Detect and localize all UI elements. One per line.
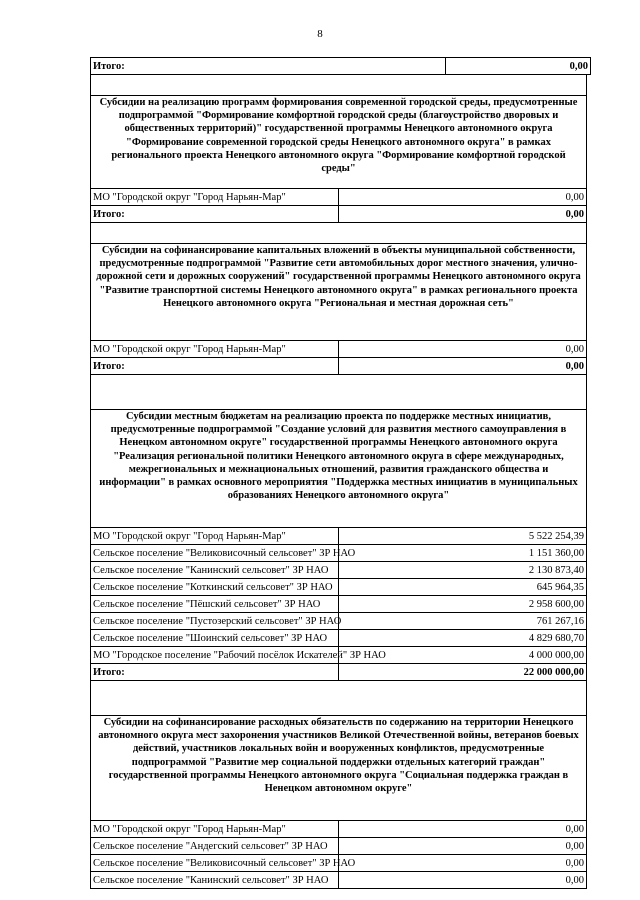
total-value: 0,00 bbox=[446, 58, 591, 75]
subsidy-amount: 4 000 000,00 bbox=[339, 647, 587, 664]
table-row bbox=[91, 630, 587, 647]
section-table bbox=[90, 715, 587, 889]
municipality-name: Сельское поселение "Коткинский сельсовет" ЗР НАО bbox=[91, 579, 339, 596]
section-table bbox=[90, 243, 587, 375]
total-label: Итого: bbox=[91, 664, 339, 681]
page-number: 8 bbox=[317, 28, 323, 40]
table-row bbox=[91, 872, 587, 889]
table-row bbox=[91, 579, 587, 596]
total-row bbox=[91, 206, 587, 223]
municipality-name: Сельское поселение "Канинский сельсовет" ЗР НАО bbox=[91, 562, 339, 579]
subsidy-amount: 0,00 bbox=[339, 341, 587, 358]
section-table bbox=[90, 409, 587, 681]
subsidy-amount: 761 267,16 bbox=[339, 613, 587, 630]
municipality-name: Сельское поселение "Пустозерский сельсовет" ЗР НАО bbox=[91, 613, 339, 630]
subsidy-amount: 0,00 bbox=[339, 189, 587, 206]
document-table-container bbox=[90, 57, 587, 889]
total-row bbox=[91, 358, 587, 375]
table-row bbox=[91, 545, 587, 562]
municipality-name: Сельское поселение "Великовисочный сельсовет" ЗР НАО bbox=[91, 545, 339, 562]
table-row bbox=[91, 613, 587, 630]
subsidy-amount: 0,00 bbox=[339, 855, 587, 872]
total-label: Итого: bbox=[91, 358, 339, 375]
section-spacer bbox=[90, 375, 587, 409]
table-row bbox=[91, 821, 587, 838]
municipality-name: Сельское поселение "Андегский сельсовет" ЗР НАО bbox=[91, 838, 339, 855]
top-total-table bbox=[90, 57, 591, 75]
total-label: Итого: bbox=[91, 58, 446, 75]
section-title: Субсидии на софинансирование капитальных вложений в объекты муниципальной собственности, предусмотренные подпрограммой "Развитие сети автомобильных дорог местного значения, улично-дорожной сети и дорожных сооружений" государственной программы Ненецкого автономного округа "Развитие транспортной системы Ненецкого автономного округа" в рамках регионального проекта Ненецкого автономного округа "Региональная и местная дорожная сеть" bbox=[91, 244, 587, 341]
subsidy-amount: 4 829 680,70 bbox=[339, 630, 587, 647]
section-title: Субсидии на софинансирование расходных обязательств по содержанию на территории Ненецкого автономного округа мест захоронения участников Великой Отечественной войны, ветеранов боевых действий, участников локальных войн и вооруженных конфликтов, предусмотренные подпрограммой "Развитие мер социальной поддержки отдельных категорий граждан" государственной программы Ненецкого автономного округа "Социальная поддержка граждан в Ненецком автономном округе" bbox=[91, 716, 587, 821]
section-table bbox=[90, 95, 587, 223]
subsidy-amount: 645 964,35 bbox=[339, 579, 587, 596]
table-row bbox=[91, 838, 587, 855]
total-label: Итого: bbox=[91, 206, 339, 223]
municipality-name: Сельское поселение "Пёшский сельсовет" ЗР НАО bbox=[91, 596, 339, 613]
subsidy-amount: 0,00 bbox=[339, 821, 587, 838]
table-row bbox=[91, 647, 587, 664]
section-spacer bbox=[90, 223, 587, 243]
total-value: 0,00 bbox=[339, 206, 587, 223]
table-row bbox=[91, 596, 587, 613]
municipality-name: Сельское поселение "Канинский сельсовет" ЗР НАО bbox=[91, 872, 339, 889]
total-row bbox=[91, 58, 591, 75]
municipality-name: Сельское поселение "Великовисочный сельсовет" ЗР НАО bbox=[91, 855, 339, 872]
subsidy-amount: 5 522 254,39 bbox=[339, 528, 587, 545]
subsidy-amount: 2 958 600,00 bbox=[339, 596, 587, 613]
subsidy-amount: 1 151 360,00 bbox=[339, 545, 587, 562]
municipality-name: МО "Городской округ "Город Нарьян-Мар" bbox=[91, 821, 339, 838]
total-value: 0,00 bbox=[339, 358, 587, 375]
subsidy-amount: 0,00 bbox=[339, 872, 587, 889]
table-row bbox=[91, 562, 587, 579]
table-row bbox=[91, 341, 587, 358]
total-value: 22 000 000,00 bbox=[339, 664, 587, 681]
table-row bbox=[91, 855, 587, 872]
municipality-name: Сельское поселение "Шоинский сельсовет" ЗР НАО bbox=[91, 630, 339, 647]
municipality-name: МО "Городской округ "Город Нарьян-Мар" bbox=[91, 189, 339, 206]
section-spacer bbox=[90, 75, 587, 95]
table-row bbox=[91, 189, 587, 206]
municipality-name: МО "Городской округ "Город Нарьян-Мар" bbox=[91, 341, 339, 358]
total-row bbox=[91, 664, 587, 681]
sections bbox=[90, 75, 587, 889]
subsidy-amount: 2 130 873,40 bbox=[339, 562, 587, 579]
section-title: Субсидии на реализацию программ формирования современной городской среды, предусмотренные подпрограммой "Формирование комфортной городской среды (благоустройство дворовых и общественных территорий)" государственной программы Ненецкого автономного округа "Формирование современной городской среды Ненецкого автономного округа" в рамках регионального проекта Ненецкого автономного округа "Формирование комфортной городской среды" bbox=[91, 96, 587, 189]
table-row bbox=[91, 528, 587, 545]
section-title: Субсидии местным бюджетам на реализацию проекта по поддержке местных инициатив, предусмотренные подпрограммой "Создание условий для развития местного самоуправления в Ненецком автономном округе" государственной программы Ненецкого автономного округа "Реализация региональной политики Ненецкого автономного округа в сфере международных, межрегиональных и межнациональных отношений, развития гражданского общества и информации" в рамках основного мероприятия "Поддержка местных инициатив в муниципальных образованиях Ненецкого автономного округа" bbox=[91, 410, 587, 528]
subsidy-amount: 0,00 bbox=[339, 838, 587, 855]
section-spacer bbox=[90, 681, 587, 715]
municipality-name: МО "Городское поселение "Рабочий посёлок Искателей" ЗР НАО bbox=[91, 647, 339, 664]
municipality-name: МО "Городской округ "Город Нарьян-Мар" bbox=[91, 528, 339, 545]
